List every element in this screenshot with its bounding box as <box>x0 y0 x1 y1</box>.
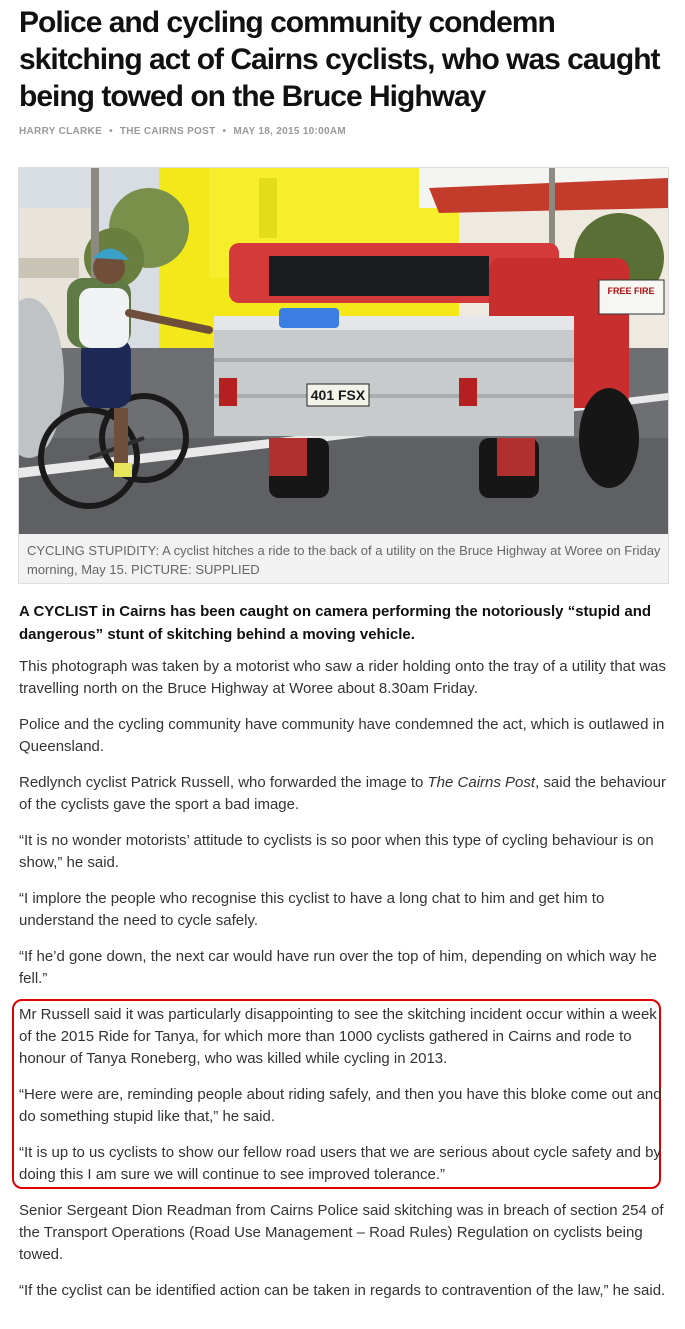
photo-illustration <box>19 168 668 534</box>
sign-text: FREE FIRE <box>607 286 655 296</box>
headline: Police and cycling community condemn skitching act of Cairns cyclists, who was caught being towed on the Bruce Highway <box>19 6 660 113</box>
paragraph-7: Mr Russell said it was particularly disappointing to see the skitching incident occur within a week of the 2015 Ride for Tanya, for which more than 1000 cyclists gathered in Cairns and rode to honour of Tanya Roneberg, who was killed while cycling in 2013. <box>19 1006 657 1067</box>
publication-title: The Cairns Post <box>427 774 536 791</box>
paragraph-3 <box>19 772 669 816</box>
author-name[interactable]: HARRY CLARKE <box>19 126 103 137</box>
byline-separator: • <box>109 126 113 137</box>
byline <box>19 126 346 137</box>
number-plate-text: 401 FSX <box>310 387 366 403</box>
article-lead: A CYCLIST in Cairns has been caught on camera performing the notoriously “stupid and dangerous” stunt of skitching behind a moving vehicle. <box>19 603 652 643</box>
paragraph-3-start: Redlynch cyclist Patrick Russell, who forwarded the image to <box>19 774 428 791</box>
paragraph-6: “If he’d gone down, the next car would have run over the top of him, depending on which way he fell.” <box>19 948 657 987</box>
publish-date: MAY 18, 2015 10:00AM <box>233 126 347 137</box>
paragraph-10: Senior Sergeant Dion Readman from Cairns Police said skitching was in breach of section 254 of the Transport Operations (Road Use Management – Road Rules) Regulation on cyclists being towed. <box>19 1202 664 1263</box>
paragraph-3-end: , said the behaviour of the cyclists gave the sport a bad image. <box>19 774 666 813</box>
paragraph-9: “It is up to us cyclists to show our fellow road users that we are serious about cycle safety and by doing this I am sure we will continue to see improved tolerance.” <box>19 1144 661 1183</box>
paragraph-8: “Here were are, reminding people about riding safely, and then you have this bloke come out and do something stupid like that,” he said. <box>19 1086 662 1125</box>
article-photo[interactable] <box>19 168 668 534</box>
photo-caption: CYCLING STUPIDITY: A cyclist hitches a ride to the back of a utility on the Bruce Highway at Woree on Friday morning, May 15. PICTURE: SUPPLIED <box>27 543 661 577</box>
publication-name[interactable]: THE CAIRNS POST <box>119 126 216 137</box>
paragraph-4: “It is no wonder motorists’ attitude to cyclists is so poor when this type of cycling behaviour is on show,” he said. <box>19 832 654 871</box>
paragraph-11: “If the cyclist can be identified action can be taken in regards to contravention of the law,” he said. <box>19 1282 666 1299</box>
article-figure <box>18 167 669 584</box>
paragraph-2: Police and the cycling community have community have condemned the act, which is outlawed in Queensland. <box>19 716 665 755</box>
paragraph-1: This photograph was taken by a motorist who saw a rider holding onto the tray of a utility that was travelling north on the Bruce Highway at Woree about 8.30am Friday. <box>19 658 667 697</box>
byline-separator: • <box>222 126 227 137</box>
paragraph-5: “I implore the people who recognise this cyclist to have a long chat to him and get him to understand the need to cycle safely. <box>19 890 605 929</box>
